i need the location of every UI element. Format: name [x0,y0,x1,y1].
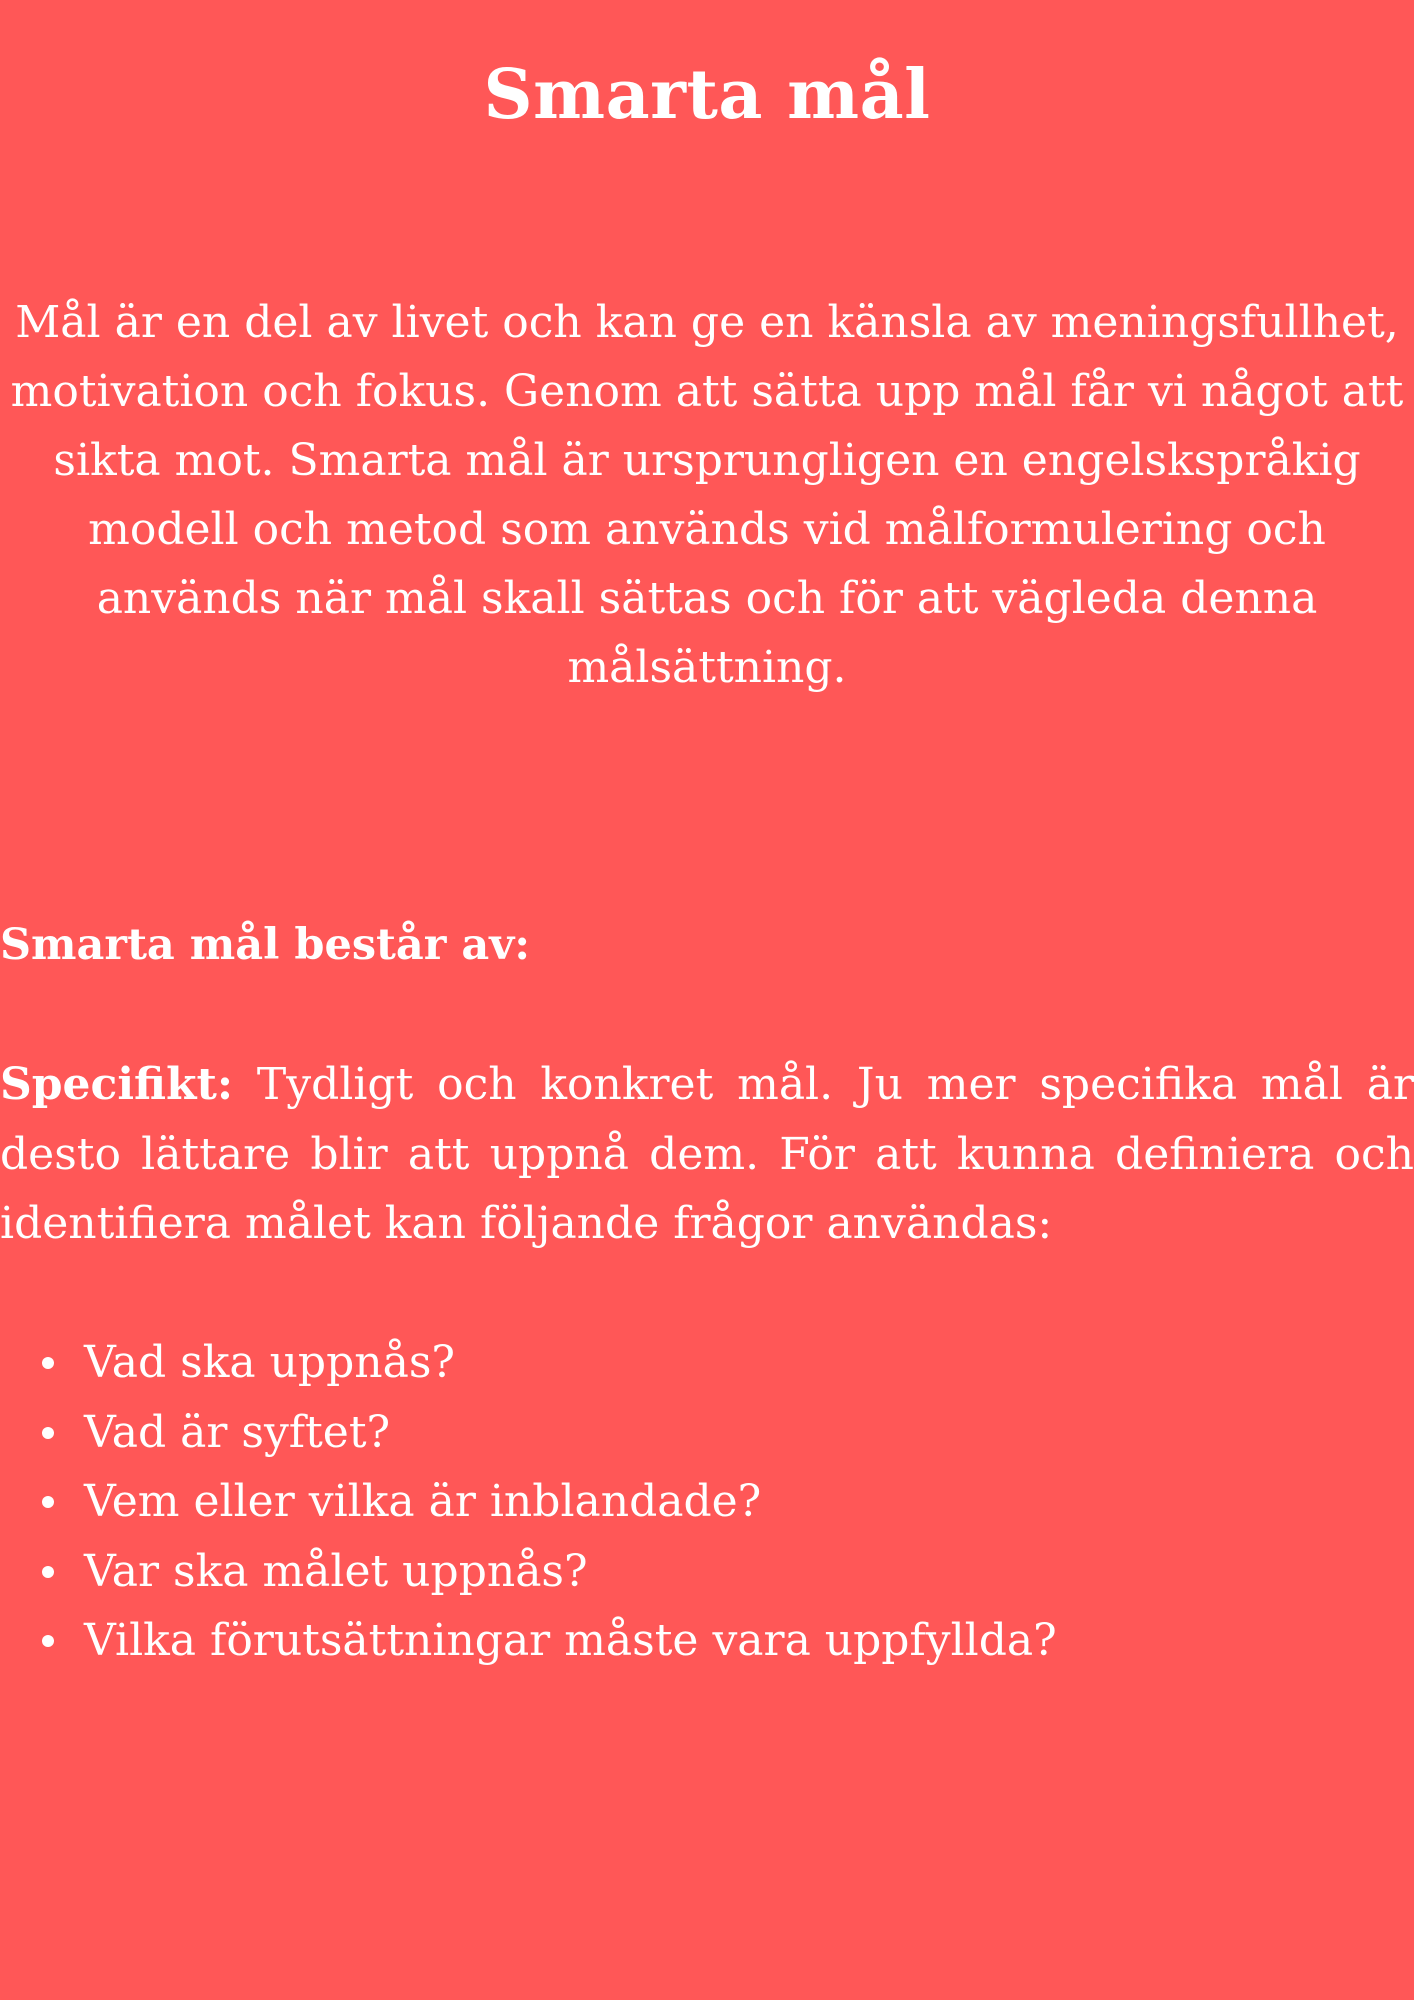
bullet-icon [42,1357,54,1369]
list-item [0,1537,1414,1607]
bullet-icon [42,1496,54,1508]
intro-paragraph: Mål är en del av livet och kan ge en känsla av meningsfullhet, motivation och fokus. Genom att sätta upp mål får vi något att sikta mot. Smarta mål är ursprungligen en engelskspråkig modell och metod som används vid målformulering och används när mål skall sättas och för att vägleda denna målsättning. [10,297,1404,693]
bullet-icon [42,1566,54,1578]
list-item [0,1606,1414,1676]
specific-label: Specifikt: [0,1059,234,1110]
list-item [0,1398,1414,1468]
bullet-icon [42,1635,54,1647]
bullet-icon [42,1427,54,1439]
list-item [0,1467,1414,1537]
specific-paragraph [0,1050,1414,1259]
question-text: Var ska målet uppnås? [84,1545,588,1597]
question-text: Vad ska uppnås? [84,1337,455,1388]
specific-text: Tydligt och konkret mål. Ju mer specifika mål är desto lättare blir att uppnå dem. För att kunna definiera och identifiera målet kan följande frågor användas: [0,1059,1414,1249]
section-heading: Smarta mål består av: [0,920,531,970]
question-list [0,1328,1414,1676]
list-item [0,1328,1414,1398]
question-text: Vem eller vilka är inblandade? [84,1476,762,1527]
question-text: Vilka förutsättningar måste vara uppfyllda? [84,1615,1057,1666]
page-title: Smarta mål [483,55,931,135]
question-text: Vad är syftet? [84,1406,391,1458]
